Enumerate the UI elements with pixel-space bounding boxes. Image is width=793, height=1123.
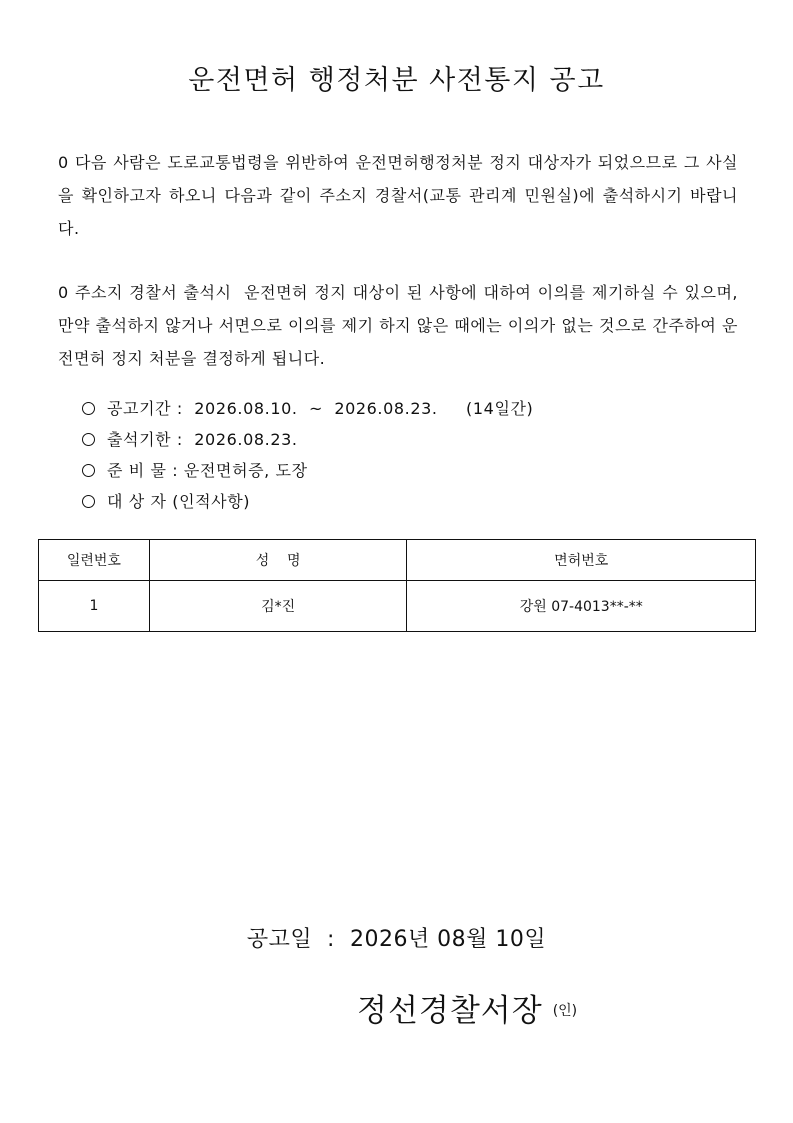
seal-mark: (인) xyxy=(552,1003,578,1019)
cell-serial-number: 1 xyxy=(39,581,150,632)
signer-name: 정선경찰서장 xyxy=(357,993,543,1029)
attendance-deadline-text: 출석기한 : 2026.08.23. xyxy=(107,430,298,449)
circle-bullet-icon xyxy=(82,495,95,508)
circle-bullet-icon xyxy=(82,402,95,415)
attendance-deadline-item xyxy=(82,424,533,455)
notice-paragraph-1: 0 다음 사람은 도로교통법령을 위반하여 운전면허행정처분 정지 대상자가 되었으므로 그 사실을 확인하고자 하오니 다음과 같이 주소지 경찰서(교통 관리계 민원실)에 출석하시기 바랍니다. xyxy=(58,153,738,238)
circle-bullet-icon xyxy=(82,433,95,446)
table-row xyxy=(39,581,756,632)
notice-date: 공고일 : 2026년 08월 10일 xyxy=(246,927,547,952)
target-person-text: 대 상 자 (인적사항) xyxy=(107,492,251,511)
notice-period-text: 공고기간 : 2026.08.10. ~ 2026.08.23. (14일간) xyxy=(107,399,534,418)
header-license-number: 면허번호 xyxy=(407,540,756,581)
header-name: 성 명 xyxy=(149,540,407,581)
required-items-text: 준 비 물 : 운전면허증, 도장 xyxy=(107,461,308,480)
notice-paragraph-2: 0 주소지 경찰서 출석시 운전면허 정지 대상이 된 사항에 대하여 이의를 제기하실 수 있으며, 만약 출석하지 않거나 서면으로 이의를 제기 하지 않은 때에는 이의가 없는 것으로 간주하여 운전면허 정지 처분을 결정하게 됩니다. xyxy=(58,283,744,368)
table-header-row xyxy=(39,540,756,581)
target-table xyxy=(38,539,756,632)
cell-name: 김*진 xyxy=(149,581,407,632)
header-serial-number: 일련번호 xyxy=(39,540,150,581)
document-title: 운전면허 행정처분 사전통지 공고 xyxy=(188,65,605,96)
target-person-item xyxy=(82,486,533,517)
cell-license-number: 강원 07-4013**-** xyxy=(407,581,756,632)
required-items-item xyxy=(82,455,533,486)
notice-period-item xyxy=(82,393,533,424)
notice-items xyxy=(82,393,533,517)
circle-bullet-icon xyxy=(82,464,95,477)
signer-block xyxy=(357,985,577,1030)
